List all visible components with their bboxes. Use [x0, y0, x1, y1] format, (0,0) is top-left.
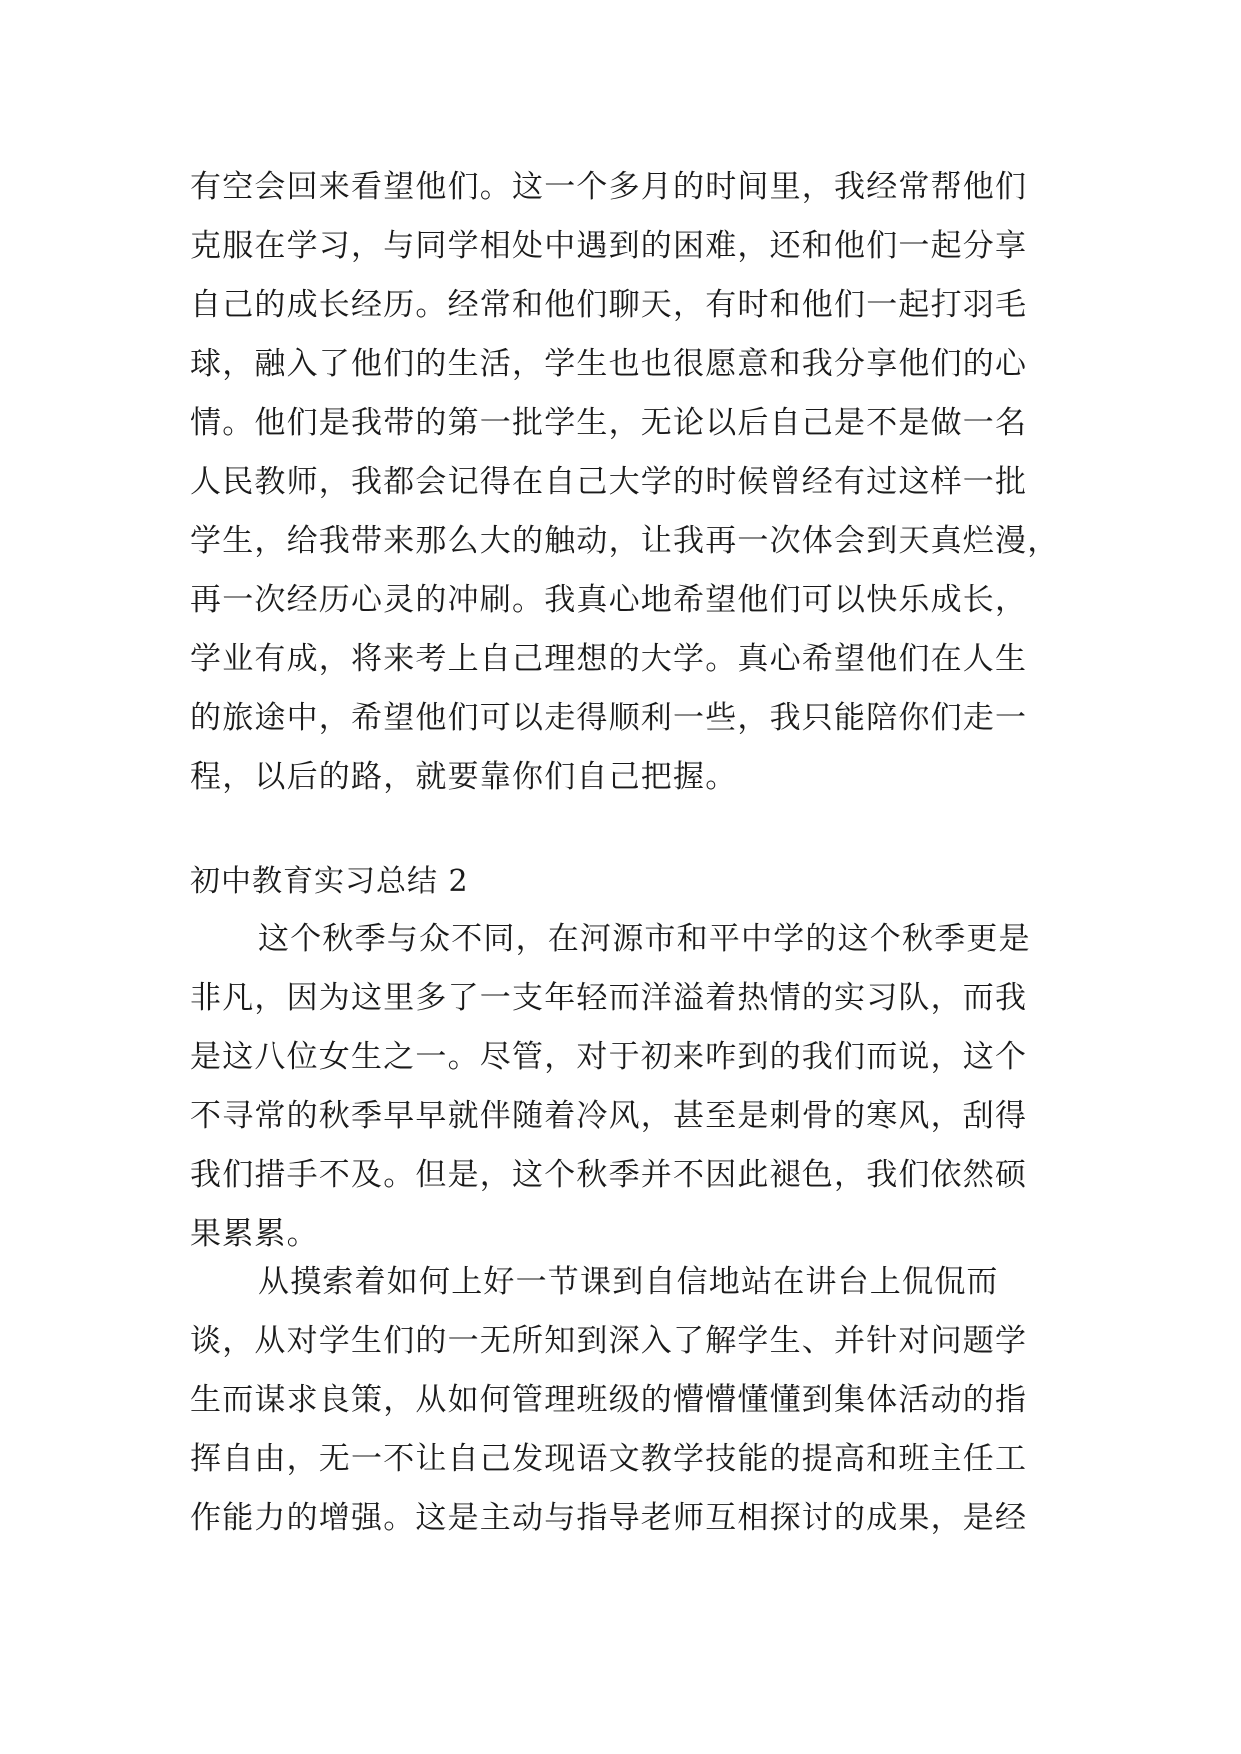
text-line: 自己的成长经历。经常和他们聊天，有时和他们一起打羽毛	[190, 287, 1028, 323]
text-line: 情。他们是我带的第一批学生，无论以后自己是不是做一名	[190, 405, 1028, 441]
text-line: 克服在学习，与同学相处中遇到的困难，还和他们一起分享	[190, 228, 1028, 264]
text-line: 再一次经历心灵的冲刷。我真心地希望他们可以快乐成长，	[190, 582, 1028, 618]
text-line: 非凡，因为这里多了一支年轻而洋溢着热情的实习队，而我	[190, 980, 1028, 1016]
text-line: 我们措手不及。但是，这个秋季并不因此褪色，我们依然硕	[190, 1157, 1028, 1193]
text-line: 谈，从对学生们的一无所知到深入了解学生、并针对问题学	[190, 1323, 1028, 1359]
text-line: 有空会回来看望他们。这一个多月的时间里，我经常帮他们	[190, 169, 1028, 205]
section-heading: 初中教育实习总结 2	[190, 864, 469, 899]
text-line: 球，融入了他们的生活，学生也也很愿意和我分享他们的心	[190, 346, 1028, 382]
text-line: 学业有成，将来考上自己理想的大学。真心希望他们在人生	[190, 641, 1028, 677]
text-line: 果累累。	[190, 1216, 319, 1252]
text-line: 学生，给我带来那么大的触动，让我再一次体会到天真烂漫，	[190, 523, 1060, 559]
text-line: 这个秋季与众不同，在河源市和平中学的这个秋季更是	[258, 921, 1031, 957]
text-line: 不寻常的秋季早早就伴随着冷风，甚至是刺骨的寒风，刮得	[190, 1098, 1028, 1134]
text-line: 作能力的增强。这是主动与指导老师互相探讨的成果，是经	[190, 1500, 1028, 1536]
text-line: 人民教师，我都会记得在自己大学的时候曾经有过这样一批	[190, 464, 1028, 500]
text-line: 挥自由，无一不让自己发现语文教学技能的提高和班主任工	[190, 1441, 1028, 1477]
text-line: 程，以后的路，就要靠你们自己把握。	[190, 759, 738, 795]
paragraph	[190, 910, 1055, 1264]
paragraph-continuation	[190, 158, 1060, 807]
paragraph	[190, 1253, 1055, 1548]
text-line: 的旅途中，希望他们可以走得顺利一些，我只能陪你们走一	[190, 700, 1028, 736]
text-line: 从摸索着如何上好一节课到自信地站在讲台上侃侃而	[258, 1264, 999, 1300]
text-line: 生而谋求良策，从如何管理班级的懵懵懂懂到集体活动的指	[190, 1382, 1028, 1418]
text-line: 是这八位女生之一。尽管，对于初来咋到的我们而说，这个	[190, 1039, 1028, 1075]
